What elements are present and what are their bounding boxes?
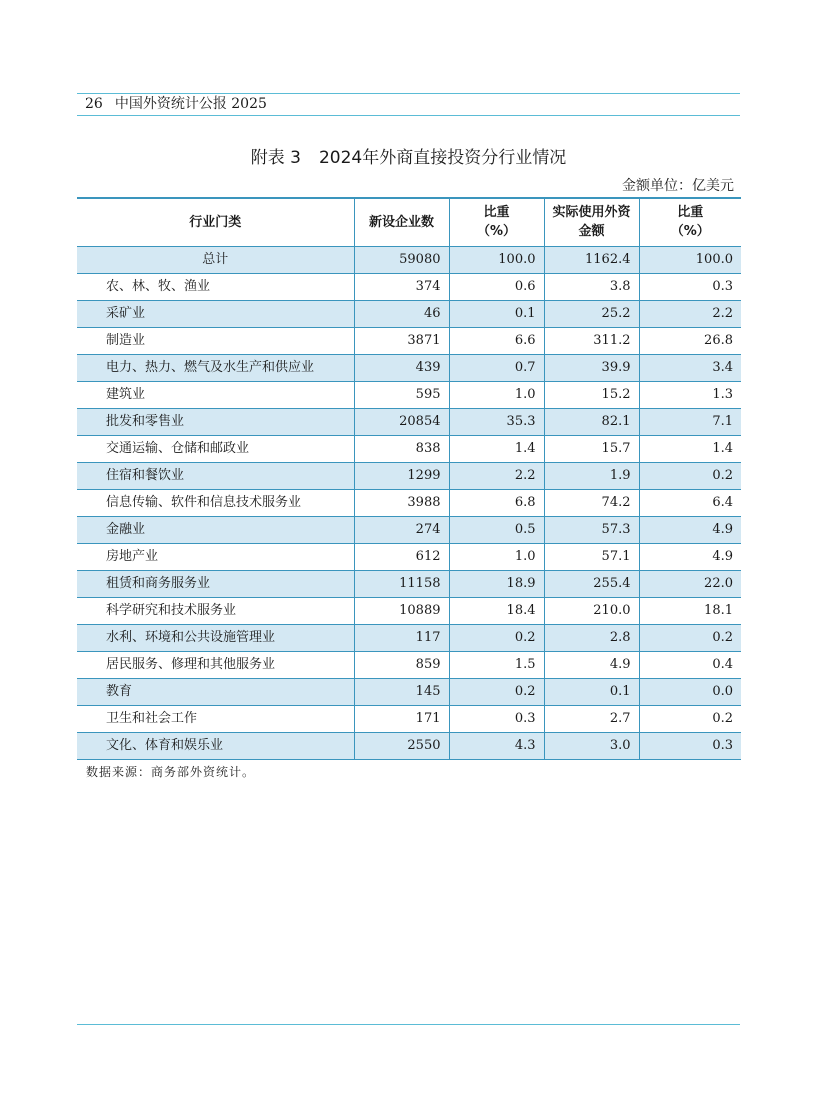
header-share2: [639, 198, 741, 246]
footer-rule: [77, 1024, 740, 1025]
cell-new-enterprises: 145: [354, 678, 449, 705]
cell-share2: 6.4: [639, 489, 741, 516]
cell-actual-fdi: 255.4: [544, 570, 639, 597]
table-row: [77, 570, 741, 597]
cell-industry: 文化、体育和娱乐业: [77, 732, 354, 759]
cell-share2: 100.0: [639, 246, 741, 273]
cell-industry: 教育: [77, 678, 354, 705]
cell-industry: 居民服务、修理和其他服务业: [77, 651, 354, 678]
cell-industry: 采矿业: [77, 300, 354, 327]
cell-new-enterprises: 117: [354, 624, 449, 651]
cell-share2: 0.3: [639, 273, 741, 300]
cell-share2: 22.0: [639, 570, 741, 597]
cell-actual-fdi: 2.8: [544, 624, 639, 651]
cell-new-enterprises: 612: [354, 543, 449, 570]
cell-share2: 26.8: [639, 327, 741, 354]
cell-share2: 1.3: [639, 381, 741, 408]
cell-new-enterprises: 171: [354, 705, 449, 732]
cell-share2: 0.4: [639, 651, 741, 678]
cell-share1: 6.6: [449, 327, 544, 354]
table-header-row: [77, 198, 741, 246]
cell-share1: 1.4: [449, 435, 544, 462]
cell-industry: 水利、环境和公共设施管理业: [77, 624, 354, 651]
cell-share2: 0.2: [639, 462, 741, 489]
industry-fdi-table: [77, 197, 741, 760]
cell-industry: 电力、热力、燃气及水生产和供应业: [77, 354, 354, 381]
cell-new-enterprises: 274: [354, 516, 449, 543]
cell-industry: 批发和零售业: [77, 408, 354, 435]
cell-share2: 4.9: [639, 543, 741, 570]
table-row: [77, 516, 741, 543]
cell-new-enterprises: 595: [354, 381, 449, 408]
cell-share1: 0.6: [449, 273, 544, 300]
table-row: [77, 705, 741, 732]
cell-industry: 卫生和社会工作: [77, 705, 354, 732]
publication-title: 中国外资统计公报 2025: [114, 96, 267, 112]
cell-industry: 住宿和餐饮业: [77, 462, 354, 489]
table-row: [77, 462, 741, 489]
table-row: [77, 273, 741, 300]
cell-new-enterprises: 859: [354, 651, 449, 678]
cell-share1: 18.9: [449, 570, 544, 597]
page-number: 26: [85, 96, 103, 112]
cell-actual-fdi: 74.2: [544, 489, 639, 516]
cell-share1: 0.7: [449, 354, 544, 381]
cell-industry: 农、林、牧、渔业: [77, 273, 354, 300]
cell-actual-fdi: 82.1: [544, 408, 639, 435]
cell-new-enterprises: 3988: [354, 489, 449, 516]
cell-actual-fdi: 0.1: [544, 678, 639, 705]
table-row: [77, 354, 741, 381]
cell-industry: 金融业: [77, 516, 354, 543]
table-row: [77, 732, 741, 759]
table-row-total: [77, 246, 741, 273]
cell-industry: 信息传输、软件和信息技术服务业: [77, 489, 354, 516]
cell-new-enterprises: 10889: [354, 597, 449, 624]
cell-share2: 18.1: [639, 597, 741, 624]
cell-new-enterprises: 838: [354, 435, 449, 462]
cell-industry: 交通运输、仓储和邮政业: [77, 435, 354, 462]
cell-share1: 0.3: [449, 705, 544, 732]
running-header: [77, 93, 740, 116]
cell-share1: 0.2: [449, 678, 544, 705]
table-row: [77, 408, 741, 435]
cell-industry: 房地产业: [77, 543, 354, 570]
cell-new-enterprises: 2550: [354, 732, 449, 759]
cell-share1: 6.8: [449, 489, 544, 516]
cell-actual-fdi: 3.0: [544, 732, 639, 759]
cell-new-enterprises: 20854: [354, 408, 449, 435]
cell-share2: 3.4: [639, 354, 741, 381]
cell-new-enterprises: 3871: [354, 327, 449, 354]
source-note: 数据来源：商务部外资统计。: [86, 765, 256, 779]
cell-actual-fdi: 1.9: [544, 462, 639, 489]
cell-actual-fdi: 311.2: [544, 327, 639, 354]
table-row: [77, 327, 741, 354]
cell-share1: 1.5: [449, 651, 544, 678]
table-row: [77, 489, 741, 516]
cell-actual-fdi: 15.2: [544, 381, 639, 408]
cell-new-enterprises: 59080: [354, 246, 449, 273]
table-row: [77, 651, 741, 678]
cell-industry: 制造业: [77, 327, 354, 354]
cell-actual-fdi: 57.3: [544, 516, 639, 543]
cell-share2: 1.4: [639, 435, 741, 462]
cell-new-enterprises: 11158: [354, 570, 449, 597]
header-share1-line1: 比重: [483, 205, 510, 221]
cell-share2: 7.1: [639, 408, 741, 435]
header-share1: [449, 198, 544, 246]
cell-new-enterprises: 374: [354, 273, 449, 300]
header-share2-line1: 比重: [677, 205, 704, 221]
table-label: 附表 3: [250, 148, 301, 168]
cell-share2: 0.0: [639, 678, 741, 705]
cell-actual-fdi: 2.7: [544, 705, 639, 732]
table-row: [77, 300, 741, 327]
cell-share1: 4.3: [449, 732, 544, 759]
cell-share2: 0.3: [639, 732, 741, 759]
cell-actual-fdi: 57.1: [544, 543, 639, 570]
cell-share1: 2.2: [449, 462, 544, 489]
table-row: [77, 543, 741, 570]
cell-actual-fdi: 15.7: [544, 435, 639, 462]
header-new-enterprises: 新设企业数: [354, 198, 449, 246]
cell-industry: 建筑业: [77, 381, 354, 408]
cell-actual-fdi: 1162.4: [544, 246, 639, 273]
unit-note: 金额单位：亿美元: [622, 178, 734, 194]
cell-share1: 35.3: [449, 408, 544, 435]
cell-actual-fdi: 39.9: [544, 354, 639, 381]
cell-new-enterprises: 46: [354, 300, 449, 327]
cell-share1: 1.0: [449, 381, 544, 408]
cell-actual-fdi: 210.0: [544, 597, 639, 624]
cell-industry: 总计: [77, 246, 354, 273]
cell-share1: 0.5: [449, 516, 544, 543]
cell-industry: 科学研究和技术服务业: [77, 597, 354, 624]
cell-share1: 18.4: [449, 597, 544, 624]
header-actual-fdi: [544, 198, 639, 246]
cell-new-enterprises: 1299: [354, 462, 449, 489]
header-actual-fdi-line2: 金额: [578, 224, 605, 240]
cell-share2: 0.2: [639, 705, 741, 732]
table-title-text: 2024年外商直接投资分行业情况: [318, 148, 567, 168]
table-row: [77, 597, 741, 624]
cell-share1: 1.0: [449, 543, 544, 570]
cell-actual-fdi: 3.8: [544, 273, 639, 300]
cell-actual-fdi: 4.9: [544, 651, 639, 678]
table-row: [77, 678, 741, 705]
cell-share1: 0.1: [449, 300, 544, 327]
header-actual-fdi-line1: 实际使用外资: [552, 205, 631, 221]
table-title: [77, 146, 740, 170]
cell-industry: 租赁和商务服务业: [77, 570, 354, 597]
header-industry: 行业门类: [77, 198, 354, 246]
cell-share1: 100.0: [449, 246, 544, 273]
header-share1-line2: （%）: [476, 224, 517, 240]
table-row: [77, 435, 741, 462]
cell-share2: 4.9: [639, 516, 741, 543]
cell-share2: 2.2: [639, 300, 741, 327]
cell-actual-fdi: 25.2: [544, 300, 639, 327]
header-share2-line2: （%）: [670, 224, 710, 240]
cell-share2: 0.2: [639, 624, 741, 651]
cell-new-enterprises: 439: [354, 354, 449, 381]
table-row: [77, 624, 741, 651]
table-row: [77, 381, 741, 408]
cell-share1: 0.2: [449, 624, 544, 651]
